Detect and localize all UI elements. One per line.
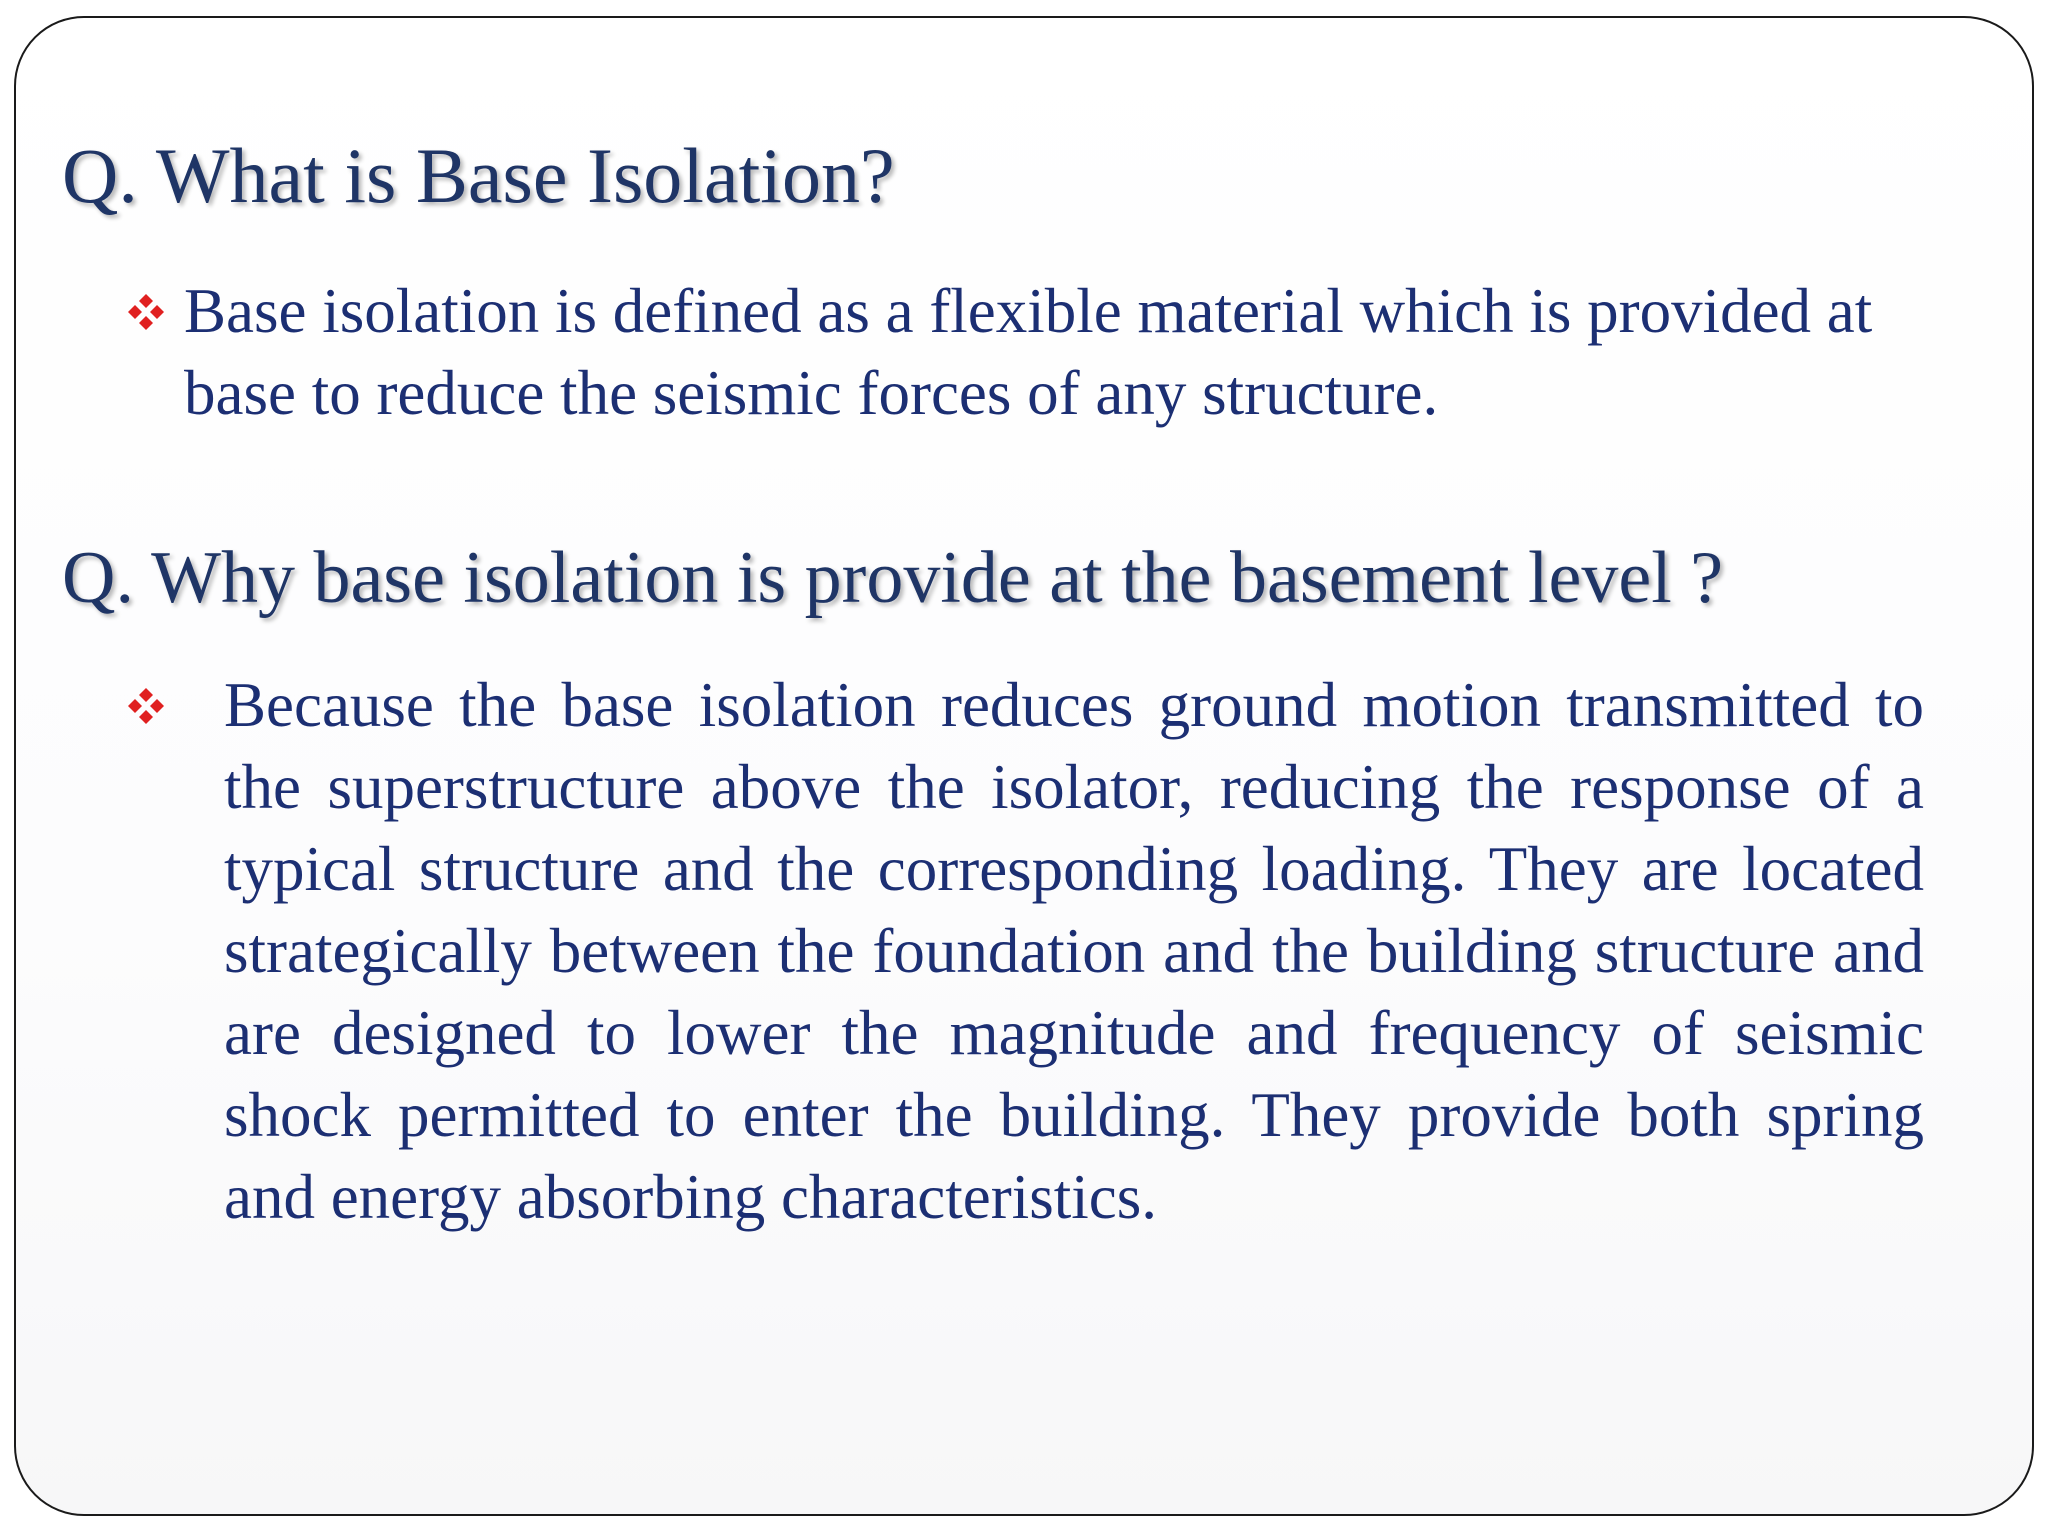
- answer-2-text: Because the base isolation reduces ground motion transmitted to the superstructure above the isolator, reducing the response of a typical structure and the corresponding loading. They are located strategically between the foundation and the building structure and are designed to lower the magnitude and frequency of seismic shock permitted to enter the building. They provide both spring and energy absorbing characteristics.: [224, 670, 1924, 1232]
- answer-1-bullet: [126, 270, 1986, 434]
- answer-2-bullet: [126, 664, 1926, 1238]
- answer-1-text: Base isolation is defined as a flexible material which is provided at base to reduce the seismic forces of any structure.: [184, 276, 1873, 428]
- four-diamond-bullet-icon: [126, 686, 166, 726]
- four-diamond-bullet-icon: [126, 292, 166, 332]
- question-1-title: Q. What is Base Isolation?: [62, 132, 895, 219]
- question-2-title: Q. Why base isolation is provide at the basement level ?: [62, 537, 1724, 619]
